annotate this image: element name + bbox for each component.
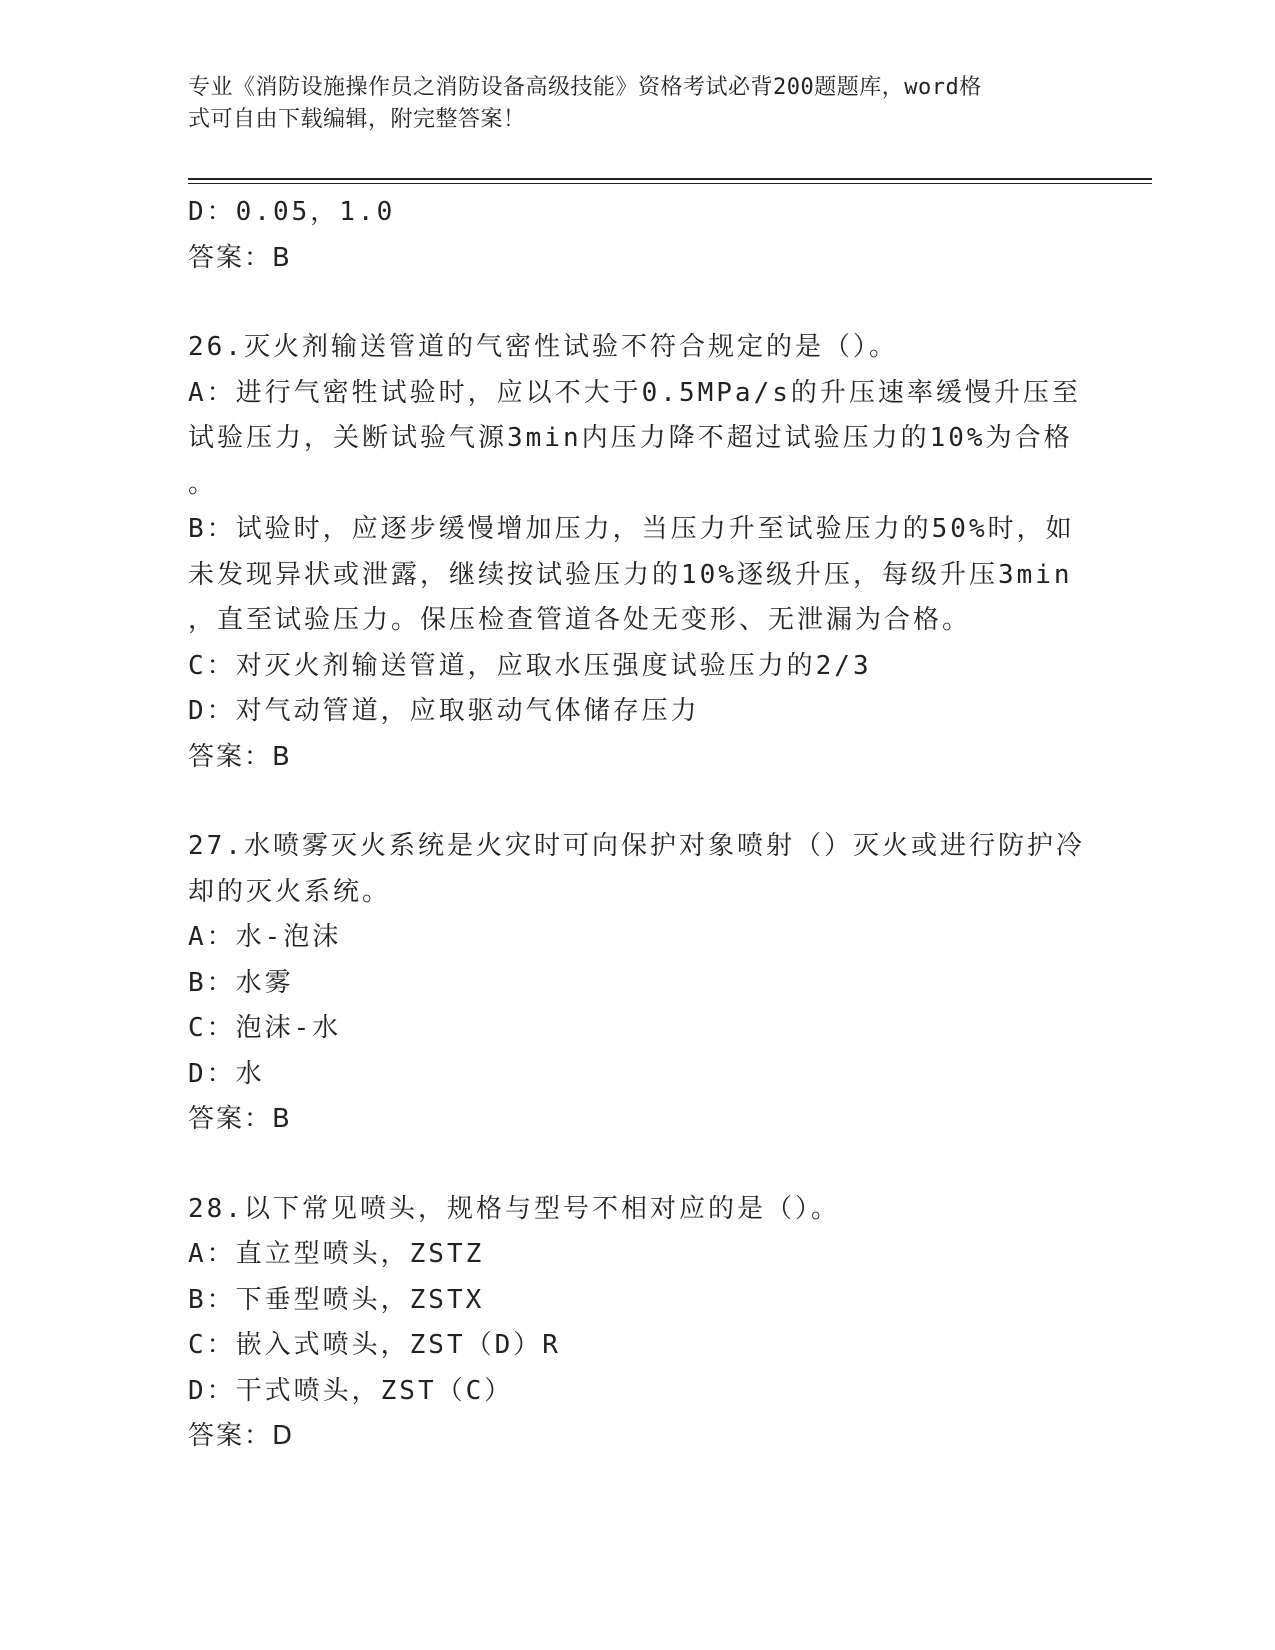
question-28 <box>188 1187 1088 1460</box>
question-27 <box>188 824 1088 1143</box>
option-c-line: C：泡沫-水 <box>188 1013 342 1043</box>
spacer <box>188 1143 1088 1187</box>
prev-option-d: D：0.05，1.0 <box>188 197 396 227</box>
option-a-line: 。 <box>188 468 218 499</box>
question-stem: 27.水喷雾灭火系统是火灾时可向保护对象喷射（）灭火或进行防护冷 <box>188 831 1085 861</box>
option-a-line: A：直立型喷头，ZSTZ <box>188 1239 485 1269</box>
spacer <box>188 780 1088 824</box>
answer-line: 答案：B <box>188 741 292 772</box>
question-stem: 26.灭火剂输送管道的气密性试验不符合规定的是（）。 <box>188 332 898 362</box>
answer-line: 答案：D <box>188 1421 295 1451</box>
question-stem: 28.以下常见喷头，规格与型号不相对应的是（）。 <box>188 1193 840 1224</box>
option-b-line: B：水雾 <box>188 967 294 998</box>
spacer <box>188 281 1088 325</box>
question-26 <box>188 325 1088 780</box>
question-stem: 却的灭火系统。 <box>188 876 392 907</box>
option-c-line: C：嵌入式喷头，ZST（D）R <box>188 1330 561 1360</box>
option-c-line: C：对灭火剂输送管道，应取水压强度试验压力的2/3 <box>188 650 872 681</box>
option-a-line: A：水-泡沫 <box>188 922 342 952</box>
option-a-line: 试验压力，关断试验气源3min内压力降不超过试验压力的10%为合格 <box>188 423 1073 453</box>
option-a-line: A：进行气密牲试验时，应以不大于0.5MPa/s的升压速率缓慢升压至 <box>188 377 1081 408</box>
option-d-line: D：干式喷头，ZST（C） <box>188 1375 514 1406</box>
option-b-line: ，直至试验压力。保压检查管道各处无变形、无泄漏为合格。 <box>188 605 972 635</box>
header-divider-thin <box>188 183 1152 184</box>
header-line-2: 式可自由下载编辑，附完整答案！ <box>188 107 526 132</box>
question-content <box>188 190 1088 1460</box>
option-b-line: 未发现异状或泄露，继续按试验压力的10%逐级升压，每级升压3min <box>188 559 1073 590</box>
header-divider-thick <box>188 178 1152 180</box>
header-line-1: 专业《消防设施操作员之消防设备高级技能》资格考试必背200题题库，word格 <box>188 75 982 100</box>
option-d-line: D：对气动管道，应取驱动气体储存压力 <box>188 696 700 726</box>
prev-answer: 答案：B <box>188 242 292 273</box>
option-b-line: B：下垂型喷头，ZSTX <box>188 1284 485 1315</box>
answer-line: 答案：B <box>188 1104 292 1134</box>
document-header <box>188 72 1068 136</box>
option-d-line: D：水 <box>188 1058 265 1089</box>
option-b-line: B：试验时，应逐步缓慢增加压力，当压力升至试验压力的50%时，如 <box>188 514 1075 544</box>
